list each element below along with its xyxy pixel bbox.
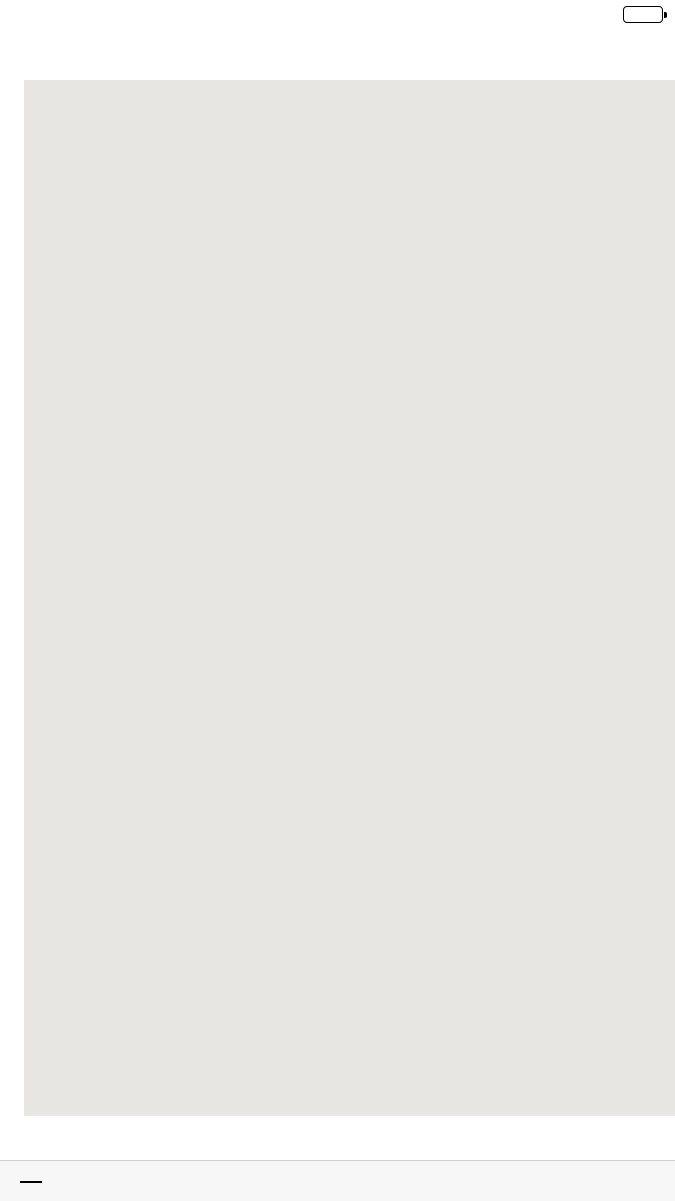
battery-status: [617, 6, 663, 23]
scanned-page: [24, 80, 675, 1116]
battery-icon: [623, 6, 663, 23]
menu-dash-icon[interactable]: [20, 1181, 42, 1183]
bottom-toolbar: [0, 1160, 675, 1201]
settlements-table: [24, 80, 675, 1116]
document-viewer[interactable]: [0, 38, 675, 1160]
battery-nub: [664, 12, 667, 18]
status-bar: [0, 0, 675, 38]
